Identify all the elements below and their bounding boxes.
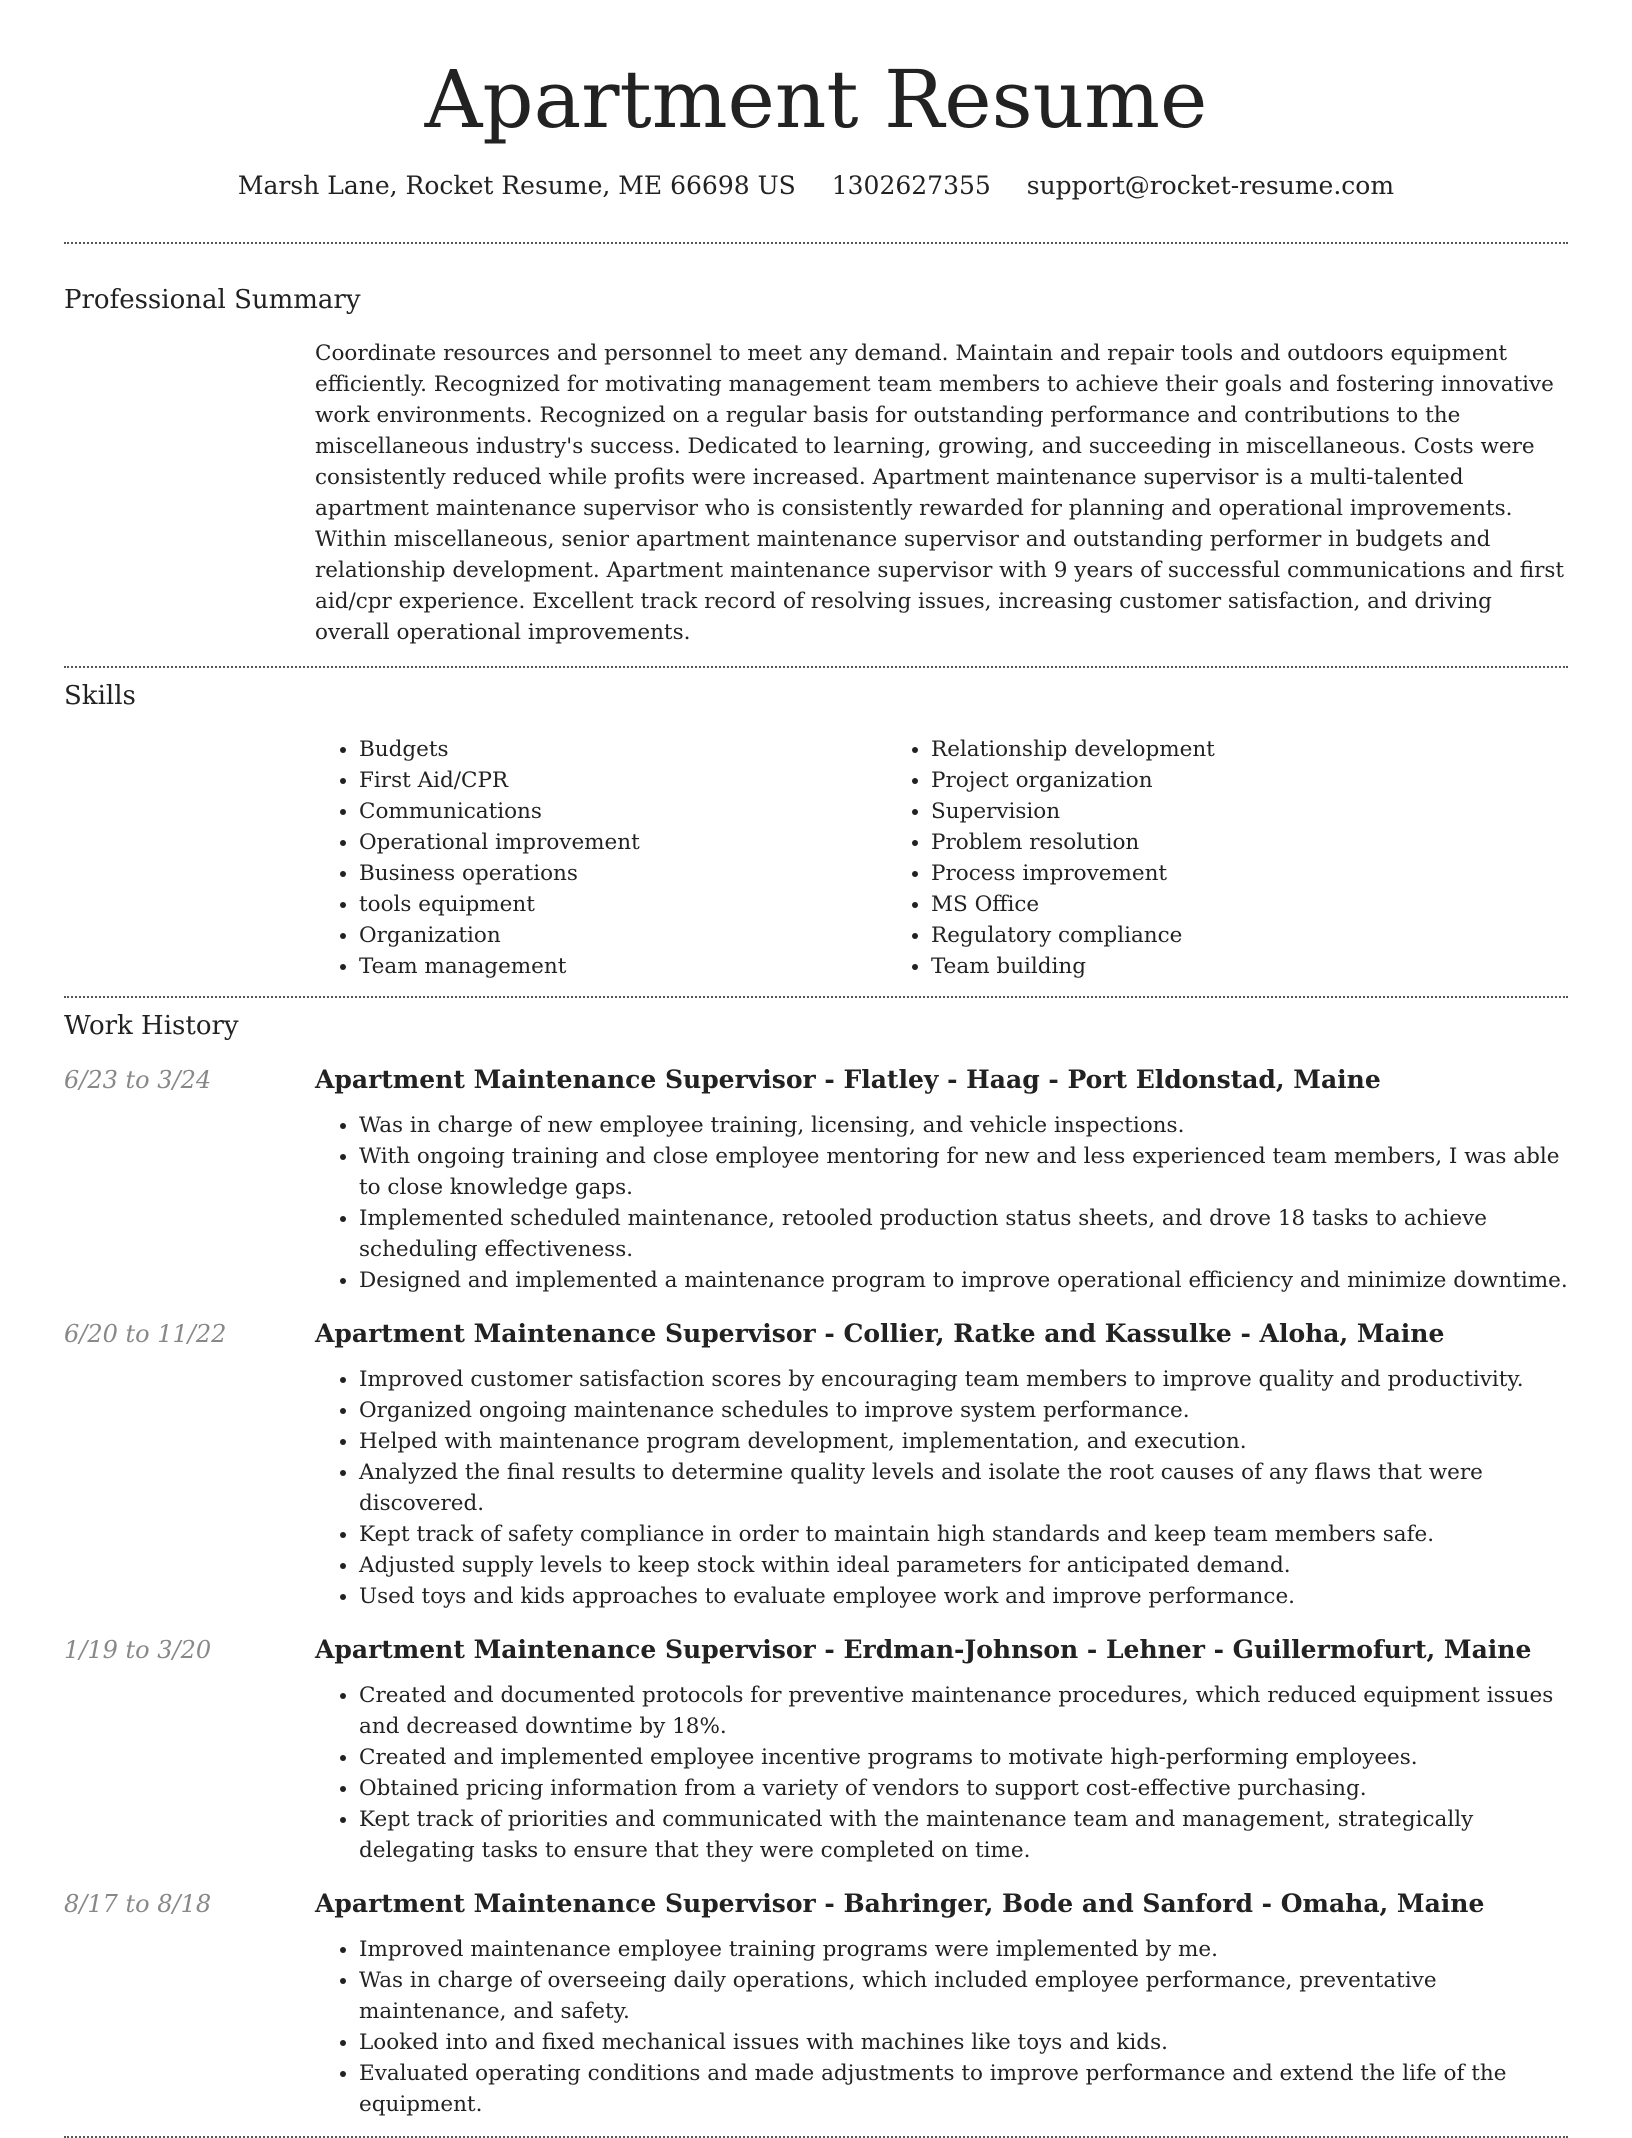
skill-item: • Regulatory compliance (931, 920, 1459, 951)
skill-item: • Budgets (359, 734, 887, 765)
job-bullet: • Was in charge of new employee training, licensing, and vehicle inspections. (359, 1110, 1568, 1141)
job-bullet: • Improved maintenance employee training programs were implemented by me. (359, 1934, 1568, 1965)
job-bullet: • Kept track of priorities and communicated with the maintenance team and management, strategically delegating tasks to ensure that they were completed on time. (359, 1804, 1568, 1866)
skill-item: • First Aid/CPR (359, 765, 887, 796)
job-bullet: • Created and implemented employee incentive programs to motivate high-performing employees. (359, 1742, 1568, 1773)
job-bullet: • Evaluated operating conditions and made adjustments to improve performance and extend the life of the equipment. (359, 2058, 1568, 2120)
job-bullets (315, 1364, 1568, 1612)
job-title: Apartment Maintenance Supervisor - Flatley - Haag - Port Eldonstad, Maine (315, 1065, 1381, 1094)
summary-title: Professional Summary (64, 285, 361, 315)
job-bullet: • Helped with maintenance program development, implementation, and execution. (359, 1426, 1568, 1457)
job-entry (64, 1634, 1568, 1866)
job-entry (64, 1318, 1568, 1612)
job-date: 6/20 to 11/22 (64, 1320, 227, 1348)
job-title: Apartment Maintenance Supervisor - Collier, Ratke and Kassulke - Aloha, Maine (315, 1319, 1445, 1348)
job-bullets (315, 1110, 1568, 1296)
job-bullet: • Improved customer satisfaction scores by encouraging team members to improve quality and productivity. (359, 1364, 1568, 1395)
job-body (315, 1888, 1568, 2120)
contact-phone: 1302627355 (831, 171, 991, 200)
job-bullet: • Implemented scheduled maintenance, retooled production status sheets, and drove 18 tasks to achieve scheduling effectiveness. (359, 1203, 1568, 1265)
job-bullet: • Organized ongoing maintenance schedules to improve system performance. (359, 1395, 1568, 1426)
work-history-title: Work History (64, 1011, 239, 1041)
skills-column-left (315, 734, 887, 982)
job-title: Apartment Maintenance Supervisor - Bahringer, Bode and Sanford - Omaha, Maine (315, 1889, 1485, 1918)
skill-item: • Team management (359, 951, 887, 982)
resume-header (64, 0, 1568, 202)
skill-item: • Supervision (931, 796, 1459, 827)
job-title: Apartment Maintenance Supervisor - Erdman-Johnson - Lehner - Guillermofurt, Maine (315, 1635, 1532, 1664)
job-bullet: • Used toys and kids approaches to evaluate employee work and improve performance. (359, 1581, 1568, 1612)
skill-item: • Business operations (359, 858, 887, 889)
job-bullet: • Created and documented protocols for preventive maintenance procedures, which reduced equipment issues and decreased downtime by 18%. (359, 1680, 1568, 1742)
skill-item: • Relationship development (931, 734, 1459, 765)
job-date: 1/19 to 3/20 (64, 1636, 212, 1664)
job-bullets (315, 1680, 1568, 1866)
job-bullet: • Adjusted supply levels to keep stock within ideal parameters for anticipated demand. (359, 1550, 1568, 1581)
skill-item: • Process improvement (931, 858, 1459, 889)
summary-text: Coordinate resources and personnel to meet any demand. Maintain and repair tools and outdoors equipment efficiently. Recognized for motivating management team members to achieve their goals and fostering innovative work environments. Recognized on a regular basis for outstanding performance and contributions to the miscellaneous industry's success. Dedicated to learning, growing, and succeeding in miscellaneous. Costs were consistently reduced while profits were increased. Apartment maintenance supervisor is a multi-talented apartment maintenance supervisor who is consistently rewarded for planning and operational improvements. Within miscellaneous, senior apartment maintenance supervisor and outstanding performer in budgets and relationship development. Apartment maintenance supervisor with 9 years of successful communications and first aid/cpr experience. Excellent track record of resolving issues, increasing customer satisfaction, and driving overall operational improvements. (315, 341, 1565, 645)
job-body (315, 1064, 1568, 1296)
job-bullet: • Was in charge of overseeing daily operations, which included employee performance, preventative maintenance, and safety. (359, 1965, 1568, 2027)
skills-section (64, 668, 1568, 996)
skills-column-right (887, 734, 1459, 982)
summary-section (64, 244, 1568, 666)
skills-title: Skills (64, 681, 136, 711)
skill-item: • Team building (931, 951, 1459, 982)
job-date: 6/23 to 3/24 (64, 1066, 212, 1094)
skill-item: • MS Office (931, 889, 1459, 920)
job-body (315, 1634, 1568, 1866)
job-bullet: • With ongoing training and close employee mentoring for new and less experienced team members, I was able to close knowledge gaps. (359, 1141, 1568, 1203)
job-body (315, 1318, 1568, 1612)
skill-item: • Operational improvement (359, 827, 887, 858)
skill-item: • Organization (359, 920, 887, 951)
resume-name: Apartment Resume (424, 53, 1208, 146)
work-history-section (64, 998, 1568, 2120)
skills-grid (315, 734, 1568, 996)
job-date: 8/17 to 8/18 (64, 1890, 212, 1918)
contact-address: Marsh Lane, Rocket Resume, ME 66698 US (237, 171, 796, 200)
job-entry (64, 1888, 1568, 2120)
job-bullet: • Looked into and fixed mechanical issues with machines like toys and kids. (359, 2027, 1568, 2058)
contact-line (64, 170, 1568, 202)
job-bullets (315, 1934, 1568, 2120)
job-bullet: • Designed and implemented a maintenance program to improve operational efficiency and minimize downtime. (359, 1265, 1568, 1296)
contact-email: support@rocket-resume.com (1026, 171, 1395, 200)
job-bullet: • Analyzed the final results to determine quality levels and isolate the root causes of any flaws that were discovered. (359, 1457, 1568, 1519)
job-bullet: • Kept track of safety compliance in order to maintain high standards and keep team members safe. (359, 1519, 1568, 1550)
skill-item: • Communications (359, 796, 887, 827)
job-entry (64, 1064, 1568, 1296)
job-bullet: • Obtained pricing information from a variety of vendors to support cost-effective purchasing. (359, 1773, 1568, 1804)
skill-item: • Problem resolution (931, 827, 1459, 858)
skill-item: • tools equipment (359, 889, 887, 920)
skill-item: • Project organization (931, 765, 1459, 796)
